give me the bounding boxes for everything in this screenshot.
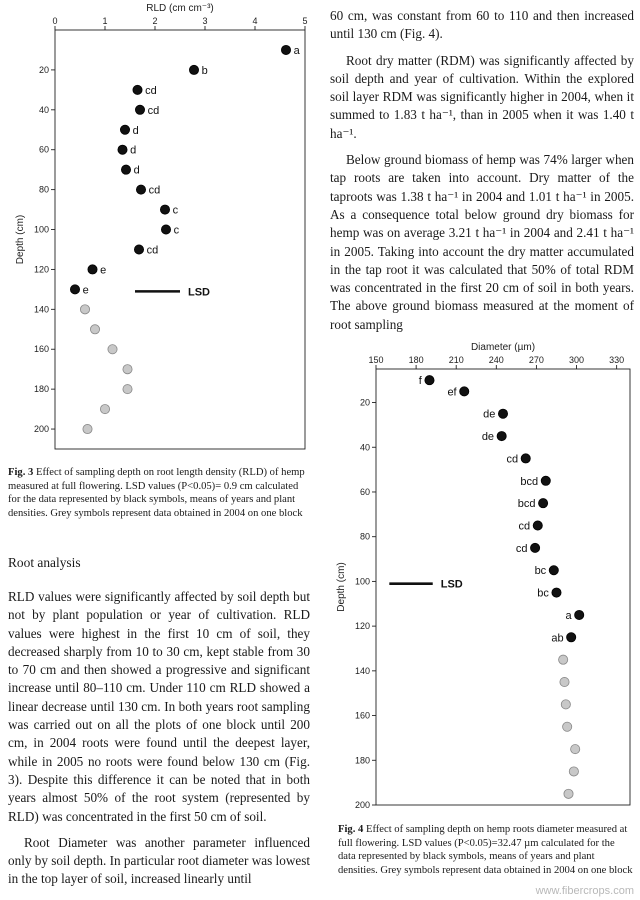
lsd-label: LSD [188, 286, 210, 299]
data-point-2004 [569, 767, 578, 776]
y-tick-label: 200 [354, 800, 370, 810]
data-point-mean [136, 185, 145, 194]
paragraph-root-diameter: Root Diameter was another parameter influenced only by soil depth. In particular root diameter was lowest in the top layer of soil, increased linearly until [8, 834, 310, 887]
y-tick-label: 160 [354, 710, 370, 721]
paragraph-rdm: Root dry matter (RDM) was significantly affected by soil depth and year of cultivation. Within the explored soil layer RDM was significantly higher in 2004, when it summed to 1.83 t ha⁻¹, than in 2005 when it was 1.40 t ha⁻¹. [330, 52, 634, 141]
data-point-2004 [80, 305, 89, 314]
data-point-2004 [561, 700, 570, 709]
y-tick-label: 140 [33, 304, 49, 315]
y-tick-label: 180 [33, 384, 49, 395]
data-point-mean [575, 610, 584, 619]
significance-label: cd [515, 542, 528, 555]
data-point-2004 [560, 677, 569, 686]
data-point-mean [121, 165, 130, 174]
data-point-mean [281, 45, 290, 54]
fig4-caption [338, 823, 634, 877]
left-body-text [8, 588, 310, 889]
data-point-mean [425, 376, 434, 385]
y-tick-label: 140 [354, 665, 370, 676]
x-tick-label: 0 [52, 16, 58, 26]
y-tick-label: 120 [354, 621, 370, 632]
significance-label: bc [537, 587, 549, 600]
fig4-chart [330, 342, 636, 815]
data-point-2004 [571, 745, 580, 754]
y-tick-label: 80 [38, 184, 49, 195]
data-point-mean [161, 225, 170, 234]
data-point-mean [539, 499, 548, 508]
plot-frame [55, 30, 305, 449]
data-point-mean [120, 125, 129, 134]
y-tick-label: 100 [33, 224, 49, 235]
x-tick-label: 300 [569, 355, 585, 365]
significance-label: d [133, 164, 140, 177]
significance-label: cd [518, 520, 531, 533]
right-column [330, 0, 636, 900]
significance-label: de [483, 408, 496, 421]
significance-label: cd [145, 84, 157, 97]
significance-label: ef [447, 386, 457, 399]
x-tick-label: 330 [609, 355, 625, 365]
x-tick-label: 270 [528, 355, 544, 365]
paragraph-diameter-cont: 60 cm, was constant from 60 to 110 and then increased until 130 cm (Fig. 4). [330, 8, 634, 42]
x-tick-label: 2 [152, 16, 158, 26]
data-point-mean [541, 476, 550, 485]
y-axis-label: Depth (cm) [336, 562, 347, 612]
significance-label: d [132, 124, 139, 137]
data-point-mean [135, 105, 144, 114]
y-tick-label: 80 [359, 531, 370, 542]
section-heading-root-analysis: Root analysis [8, 555, 81, 570]
data-point-mean [133, 85, 142, 94]
x-tick-label: 180 [408, 355, 424, 365]
fig4-caption-text: Effect of sampling depth on hemp roots diameter measured at full flowering. LSD values (P<0.05)=32.47 µm calculated for the data represented by black symbols, means of years and plant densities. Grey symbols represent data obtained in 2004 on one block [338, 824, 633, 876]
data-point-2004 [83, 424, 92, 433]
data-point-2004 [564, 789, 573, 798]
data-point-mean [498, 409, 507, 418]
paragraph-rld: RLD values were significantly affected by soil depth but not by plant population or year of cultivation. RLD values were highest in the first 10 cm of soil, they decreased sharply from 10 to 30 cm, kept stable from 30 to 70 cm and then showed a progressive and significant increase until 80–110 cm. Under 110 cm RLD showed a linear decrease until 130 cm. In both years root sampling was carried out on all the plots of one block until 200 cm, in 2004 roots were found until the deepest layer, while in 2005 no roots were found below 130 cm (Fig. 3). Despite this difference it can be noted that in both years almost 50% of the root system (represented by RLD) was concentrated in the first 50 cm of soil. [8, 589, 310, 824]
significance-label: cd [506, 453, 519, 466]
data-point-2004 [108, 345, 117, 354]
data-point-mean [88, 265, 97, 274]
y-tick-label: 60 [359, 486, 370, 497]
significance-label: ab [551, 632, 564, 645]
y-tick-label: 40 [38, 104, 49, 115]
y-tick-label: 200 [33, 424, 49, 435]
data-point-2004 [90, 325, 99, 334]
significance-label: a [293, 44, 300, 57]
significance-label: f [418, 375, 422, 388]
significance-label: c [172, 204, 179, 217]
data-point-mean [70, 285, 79, 294]
data-point-mean [460, 387, 469, 396]
y-tick-label: 20 [359, 397, 370, 408]
data-point-2004 [100, 404, 109, 413]
y-tick-label: 60 [38, 144, 49, 155]
significance-label: e [82, 284, 89, 297]
x-tick-label: 4 [252, 16, 258, 26]
significance-label: b [201, 64, 208, 77]
significance-label: cd [148, 184, 161, 197]
y-tick-label: 180 [354, 755, 370, 766]
data-point-mean [567, 633, 576, 642]
significance-label: bcd [517, 498, 536, 511]
x-tick-label: 240 [488, 355, 504, 365]
y-axis-label: Depth (cm) [15, 214, 26, 265]
x-tick-label: 210 [448, 355, 464, 365]
fig3-caption [8, 466, 310, 520]
significance-label: bc [534, 565, 547, 578]
x-axis-label: RLD (cm cm⁻³) [146, 3, 214, 14]
x-axis-label: Diameter (µm) [470, 342, 536, 353]
x-tick-label: 5 [302, 16, 308, 26]
right-body-text [330, 7, 634, 334]
fig3-caption-text: Effect of sampling depth on root length density (RLD) of hemp measured at full flowering. LSD values (P<0.05)= 0.9 cm calculated for the data represented by black symbols, means of years and plant densities. Grey symbols represent data obtained in 2004 on one block [8, 467, 305, 519]
data-point-mean [549, 566, 558, 575]
y-tick-label: 100 [354, 576, 370, 587]
data-point-2004 [123, 385, 132, 394]
data-point-mean [118, 145, 127, 154]
y-tick-label: 120 [33, 264, 49, 275]
left-column [8, 0, 316, 900]
data-point-2004 [563, 722, 572, 731]
y-tick-label: 20 [38, 64, 49, 75]
data-point-mean [521, 454, 530, 463]
significance-label: cd [147, 104, 160, 117]
y-tick-label: 160 [33, 344, 49, 355]
fig4-caption-label: Fig. 4 [338, 824, 364, 835]
fig3-caption-label: Fig. 3 [8, 467, 34, 478]
lsd-label: LSD [440, 578, 463, 591]
data-point-mean [189, 65, 198, 74]
data-point-2004 [123, 365, 132, 374]
significance-label: de [481, 431, 495, 444]
data-point-mean [497, 431, 506, 440]
data-point-2004 [559, 655, 568, 664]
significance-label: a [565, 609, 572, 622]
significance-label: bcd [520, 475, 539, 488]
fig3-chart [8, 2, 316, 457]
paragraph-biomass: Below ground biomass of hemp was 74% larger when tap roots are taken into account. Dry matter of the taproots was 1.38 t ha⁻¹ in 2004 and 1.01 t ha⁻¹ in 2005. As a consequence total below ground dry biomass for hemp was on average 3.21 t ha⁻¹ in 2004 and 2.41 t ha⁻¹ in 2005. Taking into account the dry matter accumulated in the tap root it was calculated that 50% of total RDM was concentrated in the first 20 cm of soil in both years. The above ground biomass measured at the moment of root sampling [330, 152, 634, 332]
data-point-mean [530, 543, 539, 552]
data-point-mean [160, 205, 169, 214]
data-point-mean [552, 588, 561, 597]
x-tick-label: 1 [102, 16, 108, 26]
significance-label: e [100, 264, 107, 277]
watermark: www.fibercrops.com [535, 885, 634, 897]
y-tick-label: 40 [359, 442, 370, 453]
data-point-mean [134, 245, 143, 254]
significance-label: d [130, 144, 137, 157]
data-point-mean [533, 521, 542, 530]
x-tick-label: 150 [368, 355, 384, 365]
significance-label: cd [146, 244, 159, 257]
significance-label: c [173, 224, 180, 237]
x-tick-label: 3 [202, 16, 208, 26]
